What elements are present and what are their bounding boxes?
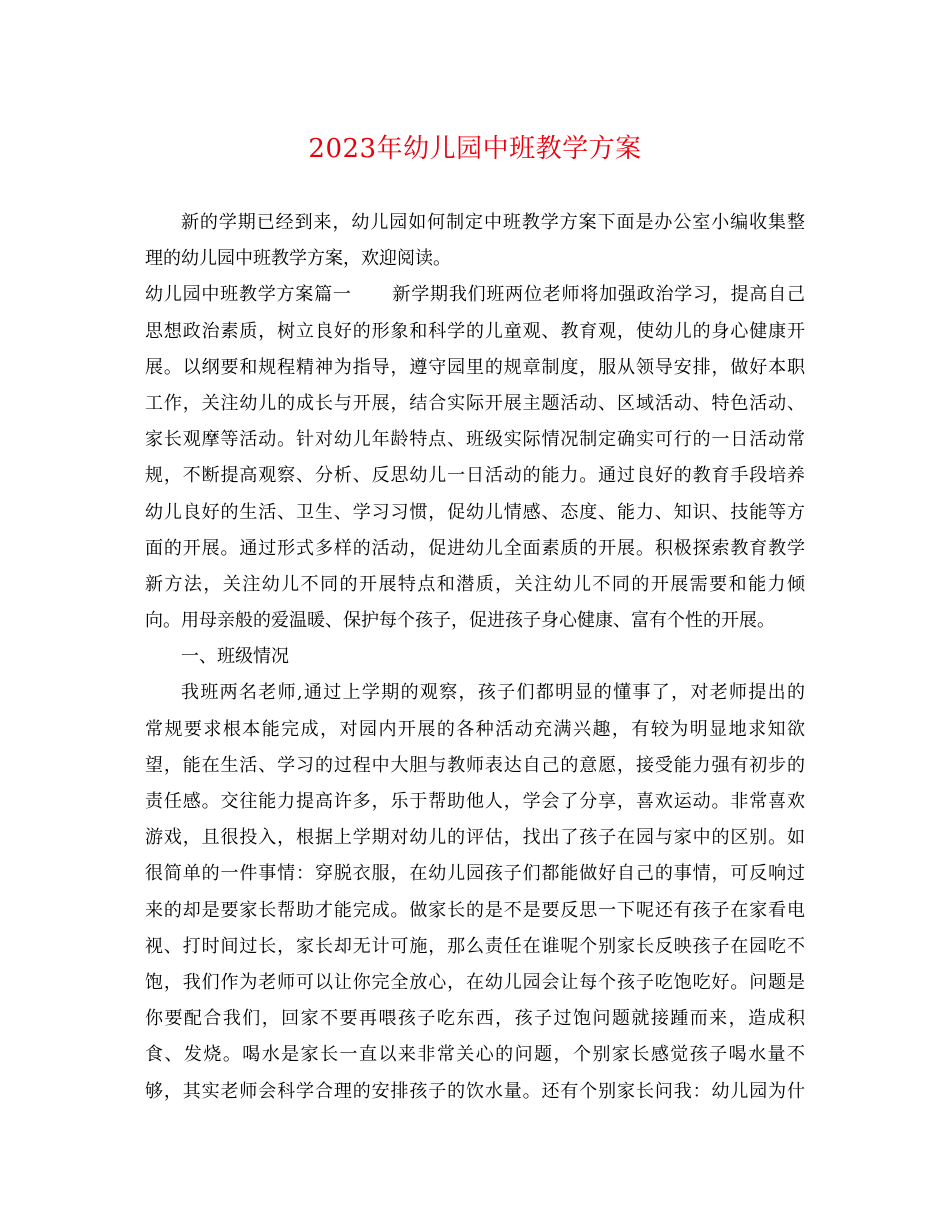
paragraph-line: 够，其实老师会科学合理的安排孩子的饮水量。还有个别家长问我：幼儿园为什 <box>145 1080 805 1102</box>
paragraph-line: 视、打时间过长，家长却无计可施，那么责任在谁呢个别家长反映孩子在园吃不 <box>145 935 805 957</box>
section-one-opening: 新学期我们班两位老师将加强政治学习，提高自己 <box>391 284 805 306</box>
paragraph-line: 望，能在生活、学习的过程中大胆与教师表达自己的意愿，接受能力强有初步的 <box>145 754 805 776</box>
section-one-first-line <box>145 277 805 313</box>
paragraph-line: 常规要求根本能完成，对园内开展的各种活动充满兴趣，有较为明显地求知欲 <box>145 718 805 740</box>
paragraph-line: 幼儿良好的生活、卫生、学习习惯，促幼儿情感、态度、能力、知识、技能等方 <box>145 501 805 523</box>
paragraph-line: 工作，关注幼儿的成长与开展，结合实际开展主题活动、区域活动、特色活动、 <box>145 392 805 414</box>
paragraph-line: 饱，我们作为老师可以让你完全放心，在幼儿园会让每个孩子吃饱吃好。问题是 <box>145 971 805 993</box>
paragraph-line: 展。以纲要和规程精神为指导，遵守园里的规章制度，服从领导安排，做好本职 <box>145 356 805 378</box>
paragraph-line: 你要配合我们，回家不要再喂孩子吃东西，孩子过饱问题就接踵而来，造成积 <box>145 1008 805 1030</box>
paragraph-line: 新方法，关注幼儿不同的开展特点和潜质，关注幼儿不同的开展需要和能力倾 <box>145 573 805 595</box>
paragraph-line: 来的却是要家长帮助才能完成。做家长的是不是要反思一下呢还有孩子在家看电 <box>145 899 805 921</box>
section-one-label: 幼儿园中班教学方案篇一 <box>145 284 352 306</box>
paragraph-line: 思想政治素质，树立良好的形象和科学的儿童观、教育观，使幼儿的身心健康开 <box>145 320 805 342</box>
intro-line: 理的幼儿园中班教学方案，欢迎阅读。 <box>145 248 451 270</box>
paragraph-line: 我班两名老师,通过上学期的观察，孩子们都明显的懂事了，对老师提出的 <box>181 682 805 704</box>
paragraph-line: 家长观摩等活动。针对幼儿年龄特点、班级实际情况制定确实可行的一日活动常 <box>145 429 805 451</box>
paragraph-line: 规，不断提高观察、分析、反思幼儿一日活动的能力。通过良好的教育手段培养 <box>145 465 805 487</box>
paragraph-line: 责任感。交往能力提高许多，乐于帮助他人，学会了分享，喜欢运动。非常喜欢 <box>145 791 805 812</box>
section-heading: 一、班级情况 <box>181 646 289 668</box>
paragraph-line: 很简单的一件事情：穿脱衣服，在幼儿园孩子们都能做好自己的事情，可反响过 <box>145 863 805 885</box>
paragraph-line: 面的开展。通过形式多样的活动，促进幼儿全面素质的开展。积极探索教育教学 <box>145 537 805 559</box>
paragraph-line: 游戏，且很投入，根据上学期对幼儿的评估，找出了孩子在园与家中的区别。如 <box>145 827 805 849</box>
paragraph-line: 食、发烧。喝水是家长一直以来非常关心的问题，个别家长感觉孩子喝水量不 <box>145 1044 805 1066</box>
intro-line: 新的学期已经到来，幼儿园如何制定中班教学方案下面是办公室小编收集整 <box>181 212 805 233</box>
document-body <box>145 205 805 1110</box>
document-title: 2023年幼儿园中班教学方案 <box>308 134 642 164</box>
paragraph-line: 向。用母亲般的爱温暖、保护每个孩子，促进孩子身心健康、富有个性的开展。 <box>145 610 775 632</box>
